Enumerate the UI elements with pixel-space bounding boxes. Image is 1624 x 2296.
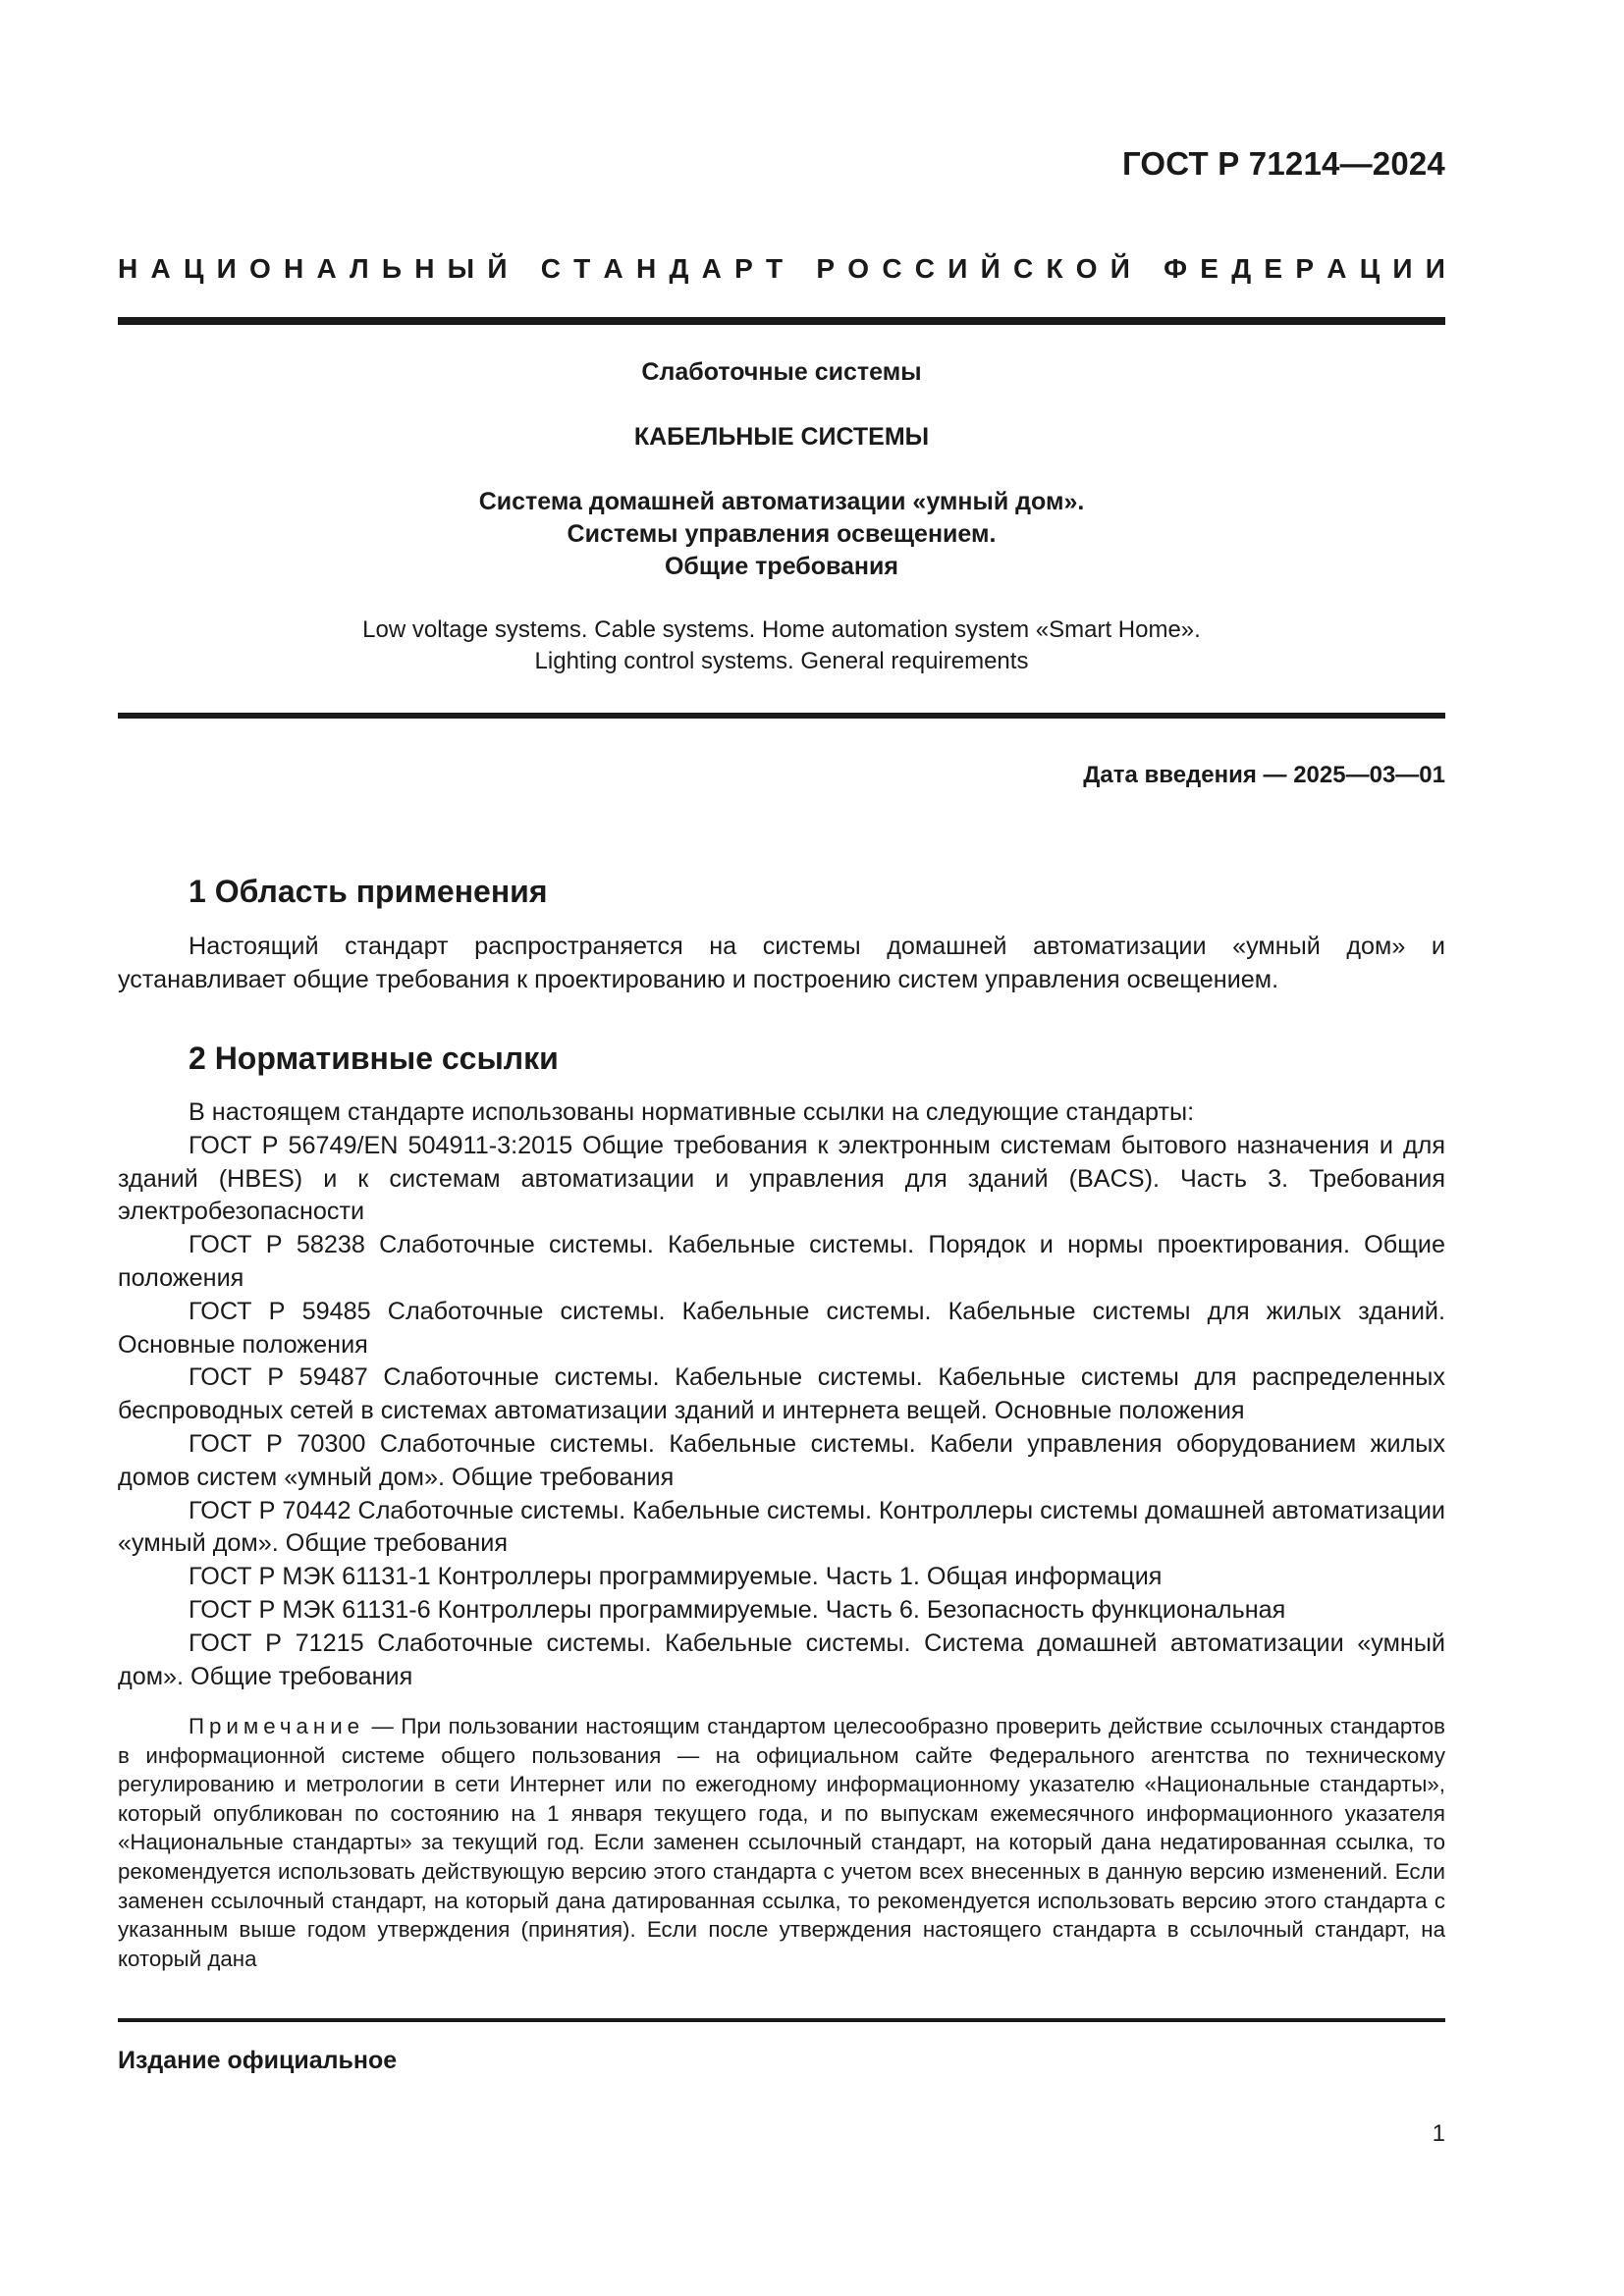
references-intro: В настоящем стандарте использованы нормативные ссылки на следующие стандарты:: [189, 1098, 1195, 1126]
national-standard-title: [118, 253, 1445, 285]
reference-item: ГОСТ Р 59487 Слаботочные системы. Кабельные системы. Кабельные системы для распределенных беспроводных сетей в системах автоматизации зданий и интернета вещей. Основные положения: [118, 1363, 1445, 1425]
top-rule: [118, 317, 1445, 325]
footer-rule: [118, 2018, 1445, 2022]
section-2-heading: 2 Нормативные ссылки: [189, 1041, 559, 1076]
section-1-text: [118, 931, 1445, 997]
title-main-line-2: Системы управления освещением.: [567, 520, 997, 548]
title-english-line-2: Lighting control systems. General requirements: [534, 648, 1029, 674]
normative-references: [118, 1096, 1445, 1693]
title-main: [118, 486, 1445, 583]
reference-item: ГОСТ Р 70300 Слаботочные системы. Кабельные системы. Кабели управления оборудованием жилых домов систем «умный дом». Общие требования: [118, 1429, 1445, 1491]
title-main-line-1: Система домашней автоматизации «умный дом».: [478, 488, 1085, 515]
title-bottom-rule: [118, 713, 1445, 719]
note-text: — При пользовании настоящим стандартом целесообразно проверить действие ссылочных стандартов в информационной системе общего пользования — на официальном сайте Федерального агентства по техническому регулированию и метрологии в сети Интернет или по ежегодному информационному указателю «Национальные стандарты», который опубликован по состоянию на 1 января текущего года, и по выпускам ежемесячного информационного указателя «Национальные стандарты» за текущий год. Если заменен ссылочный стандарт, на который дана недатированная ссылка, то рекомендуется использовать действующую версию этого стандарта с учетом всех внесенных в данную версию изменений. Если заменен ссылочный стандарт, на который дана датированная ссылка, то рекомендуется использовать версию этого стандарта с указанным выше годом утверждения (принятия). Если после утверждения настоящего стандарта в ссылочный стандарт, на который дана: [118, 1714, 1445, 1971]
reference-item: ГОСТ Р МЭК 61131-1 Контроллеры программируемые. Часть 1. Общая информация: [189, 1563, 1163, 1591]
reference-item: ГОСТ Р 56749/EN 504911-3:2015 Общие требования к электронным системам бытового назначения и для зданий (HBES) и к системам автоматизации и управления для зданий (BACS). Часть 3. Требования электробезопасности: [118, 1131, 1445, 1226]
official-edition-label: Издание официальное: [118, 2047, 398, 2074]
reference-item: ГОСТ Р 70442 Слаботочные системы. Кабельные системы. Контроллеры системы домашней автоматизации «умный дом». Общие требования: [118, 1496, 1445, 1558]
note-label: Примечание: [189, 1714, 365, 1738]
document-number: ГОСТ Р 71214—2024: [1121, 145, 1445, 182]
section-1-heading: 1 Область применения: [189, 874, 548, 909]
section-1-paragraph: Настоящий стандарт распространяется на системы домашней автоматизации «умный дом» и устанавливает общие требования к проектированию и построению систем управления освещением.: [118, 933, 1445, 993]
note-paragraph: [118, 1712, 1445, 1973]
note: [118, 1712, 1445, 1973]
title-cable: КАБЕЛЬНЫЕ СИСТЕМЫ: [633, 423, 930, 451]
national-standard-title-text: Н А Ц И О Н А Л Ь Н Ы Й С Т А Н Д А Р Т Р О С С И Й С К О Й Ф Е Д Е Р А Ц И И: [118, 253, 1445, 284]
reference-item: ГОСТ Р МЭК 61131-6 Контроллеры программируемые. Часть 6. Безопасность функциональная: [189, 1595, 1286, 1624]
introduction-date: Дата введения — 2025—03—01: [1083, 762, 1445, 788]
title-system: Слаботочные системы: [641, 358, 922, 386]
reference-item: ГОСТ Р 58238 Слаботочные системы. Кабельные системы. Порядок и нормы проектирования. Общие положения: [118, 1231, 1445, 1292]
reference-item: ГОСТ Р 71215 Слаботочные системы. Кабельные системы. Система домашней автоматизации «умный дом». Общие требования: [118, 1629, 1445, 1690]
title-english-line-1: Low voltage systems. Cable systems. Home automation system «Smart Home».: [362, 616, 1201, 643]
page-number: 1: [1432, 2120, 1445, 2147]
title-english: [118, 614, 1445, 677]
title-main-line-3: Общие требования: [664, 553, 898, 580]
reference-item: ГОСТ Р 59485 Слаботочные системы. Кабельные системы. Кабельные системы для жилых зданий. Основные положения: [118, 1297, 1445, 1359]
